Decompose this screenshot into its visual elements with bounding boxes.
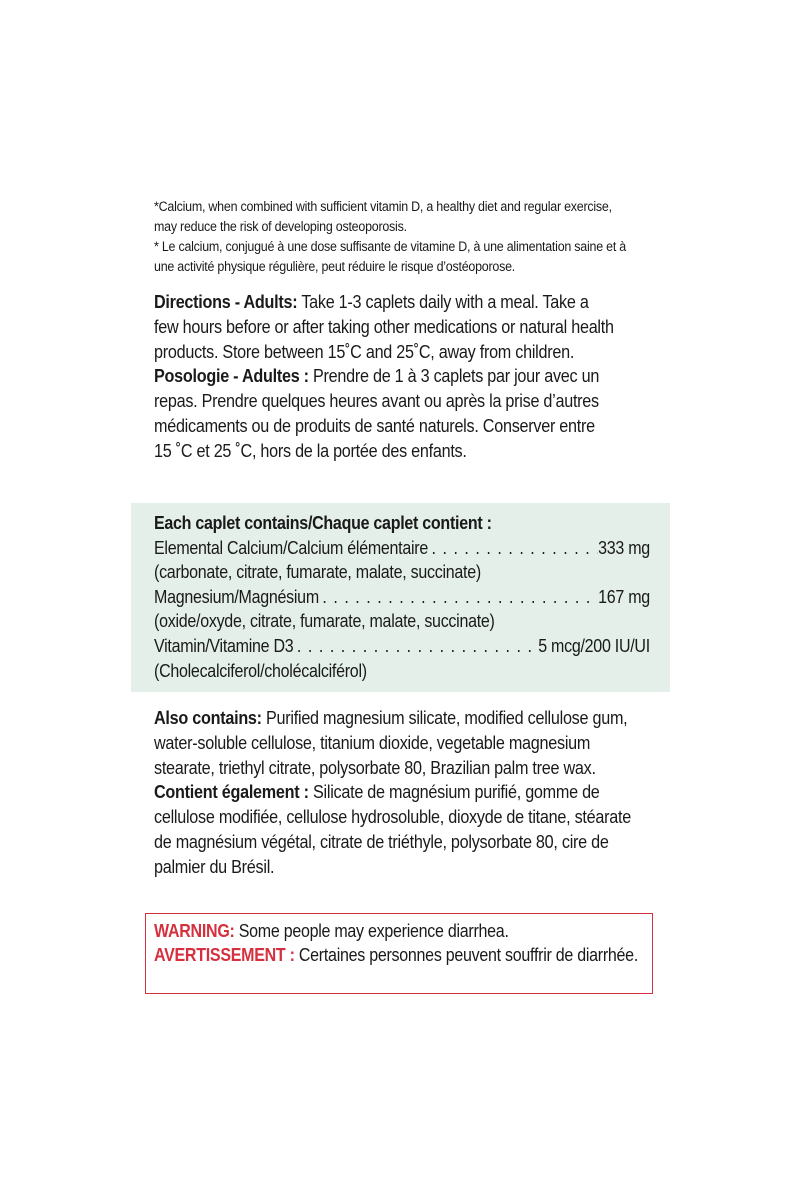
also-contains-section [154, 706, 650, 880]
avertissement-label: AVERTISSEMENT : [154, 944, 295, 966]
posologie-text: Prendre de 1 à 3 caplets par jour avec un repas. Prendre quelques heures avant ou après la prise d’autres médicaments ou de produits de santé naturels. Conserver entre 15 ˚C et 25 ˚C, hors de la portée des enfants. [154, 365, 600, 461]
directions-english [154, 290, 615, 364]
ingredient-amount: 167 mg [598, 585, 650, 607]
warning-section [154, 919, 650, 968]
ingredient-source: (carbonate, citrate, fumarate, malate, succinate) [154, 561, 481, 583]
ingredient-name: Magnesium/Magnésium [154, 585, 319, 607]
avertissement-text: Certaines personnes peuvent souffrir de diarrhée. [294, 944, 639, 966]
ingredients-heading: Each caplet contains/Chaque caplet contient : [154, 512, 492, 533]
ingredients-list [154, 511, 650, 683]
directions-section [154, 290, 615, 464]
ingredient-name: Vitamin/Vitamine D3 [154, 634, 294, 656]
ingredient-row-vitamin-d3 [154, 634, 650, 659]
ingredient-amount: 5 mcg/200 IU/UI [538, 634, 650, 656]
posologie-french [154, 364, 615, 463]
ingredient-row-calcium [154, 536, 650, 561]
claim-english: *Calcium, when combined with sufficient vitamin D, a healthy diet and regular exercise, may reduce the risk of developing osteoporosis. [154, 199, 612, 234]
leader-dots [293, 634, 538, 659]
ingredient-amount: 333 mg [598, 536, 650, 558]
also-contains-label: Also contains: [154, 707, 262, 728]
leader-dots [428, 536, 598, 561]
ingredient-row-magnesium [154, 585, 650, 610]
directions-label: Directions - Adults: [154, 291, 298, 312]
also-contains-text: Purified magnesium silicate, modified cellulose gum, water-soluble cellulose, titanium dioxide, vegetable magnesium stearate, triethyl citrate, polysorbate 80, Brazilian palm tree wax. [154, 707, 628, 778]
warning-english [154, 919, 650, 943]
warning-text: Some people may experience diarrhea. [234, 920, 509, 941]
directions-text: Take 1-3 caplets daily with a meal. Take a few hours before or after taking other medications or natural health products. Store between 15˚C and 25˚C, away from children. [154, 291, 614, 362]
contient-label: Contient également : [154, 781, 309, 803]
posologie-label: Posologie - Adultes : [154, 365, 309, 387]
contient-text: Silicate de magnésium purifié, gomme de cellulose modifiée, cellulose hydrosoluble, dioxyde de titane, stéarate de magnésium végétal, citrate de triéthyle, polysorbate 80, cire de palmier du Brésil. [154, 781, 631, 877]
avertissement-french [154, 943, 650, 967]
ingredient-name: Elemental Calcium/Calcium élémentaire [154, 536, 429, 558]
warning-label: WARNING: [154, 920, 235, 941]
ingredient-source: (oxide/oxyde, citrate, fumarate, malate, succinate) [154, 610, 495, 632]
ingredient-source: (Cholecalciferol/cholécalciférol) [154, 659, 367, 681]
leader-dots [319, 585, 598, 610]
claim-french: * Le calcium, conjugué à une dose suffisante de vitamine D, à une alimentation saine et à une activité physique régulière, peut réduire le risque d’ostéoporose. [154, 239, 626, 274]
contient-french [154, 780, 650, 879]
osteoporosis-claim [154, 197, 638, 277]
also-contains-english [154, 706, 650, 780]
